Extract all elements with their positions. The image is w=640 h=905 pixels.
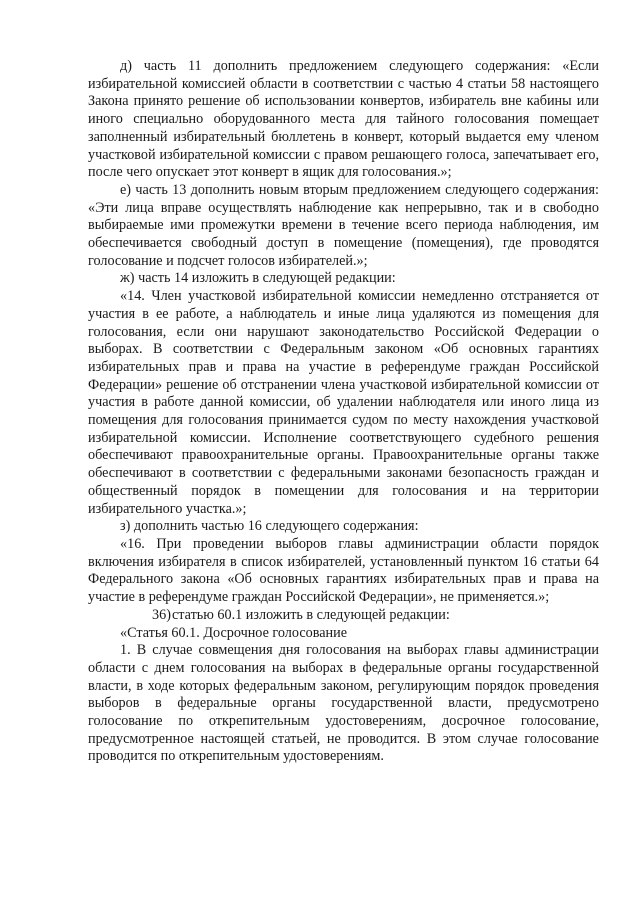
paragraph-z: з) дополнить частью 16 следующего содержания: [120, 518, 419, 535]
paragraph-d: д) часть 11 дополнить предложением следующего содержания: «Если избирательной комиссией области в соответствии с частью 4 статьи 58 настоящего Закона принято решение об использовании конвертов, избиратель вне кабины или иного специально оборудованного места для тайного голосования помещает заполненный избирательный бюллетень в конверт, который выдается ему членом участковой избирательной комиссии с правом решающего голоса, запечатывает его, после чего опускает этот конверт в ящик для голосования.»; [88, 58, 599, 181]
paragraph-e: е) часть 13 дополнить новым вторым предложением следующего содержания: «Эти лица вправе осуществлять наблюдение как непрерывно, так и в свободно выбираемые ими промежутки времени в течение всего периода наблюдения, им обеспечивается свободный доступ в помещение (помещения), где проводятся голосование и подсчет голосов избирателей.»; [88, 181, 599, 269]
paragraph-zh: ж) часть 14 изложить в следующей редакции: [120, 270, 396, 287]
document-page [88, 58, 599, 766]
item-36-text: статью 60.1 изложить в следующей редакции: [172, 606, 450, 623]
paragraph-part-16: «16. При проведении выборов главы администрации области порядок включения избирателя в список избирателей, установленный пунктом 16 статьи 64 Федерального закона «Об основных гарантиях избирательных прав и права на участие в референдуме граждан Российской Федерации», не применяется.»; [88, 535, 599, 606]
item-36-number: 36) [152, 606, 171, 623]
article-paragraph-1: 1. В случае совмещения дня голосования на выборах главы администрации области с днем голосования на выборах в федеральные органы государственной власти, в ходе которых федеральным законом, регулирующим порядок проведения выборов в федеральные органы государственной власти, предусмотрено голосование по открепительным удостоверениям, досрочное голосование, предусмотренное настоящей статьей, не проводится. В этом случае голосование проводится по открепительным удостоверениям. [88, 642, 599, 765]
item-36 [88, 607, 599, 625]
article-title: «Статья 60.1. Досрочное голосование [120, 624, 347, 641]
paragraph-part-14: «14. Член участковой избирательной комиссии немедленно отстраняется от участия в ее работе, а наблюдатель и иные лица удаляются из помещения для голосования, если они нарушают законодательство Российской Федерации о выборах. В соответствии с Федеральным законом «Об основных гарантиях избирательных прав и права на участие в референдуме граждан Российской Федерации» решение об отстранении члена участковой избирательной комиссии от участия в работе данной комиссии, об удалении наблюдателя или иного лица из помещения для голосования принимается судом по месту нахождения участковой избирательной комиссии. Исполнение соответствующего судебного решения обеспечивают правоохранительные органы. Правоохранительные органы также обеспечивают в соответствии с федеральными законами безопасность граждан и общественный порядок в помещении для голосования и на территории избирательного участка.»; [88, 288, 599, 517]
